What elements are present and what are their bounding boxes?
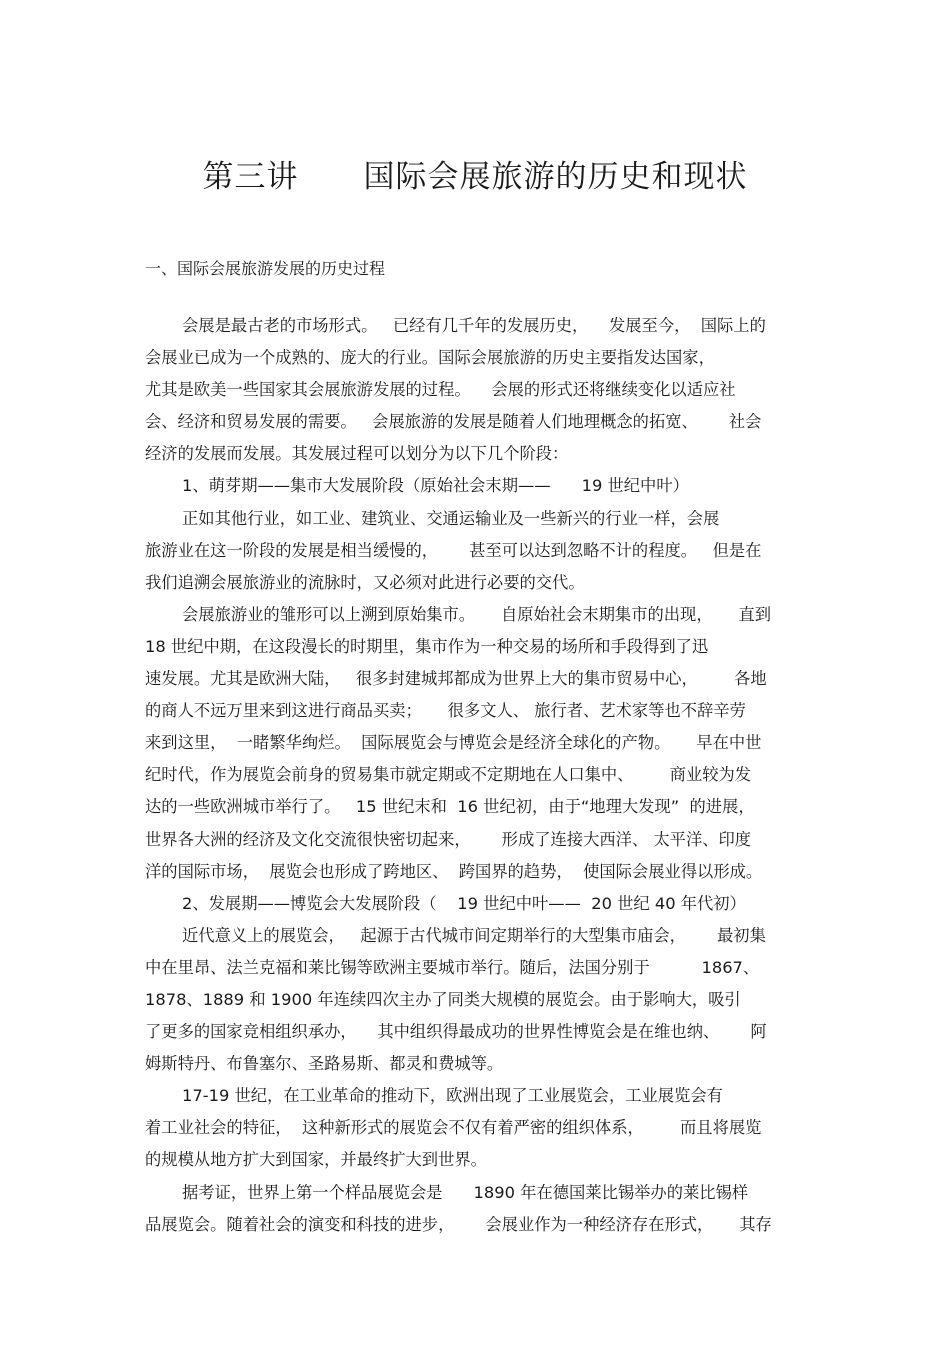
text-line: 着工业社会的特征， 这种新形式的展览会不仅有着严密的组织体系， 而且将展览 xyxy=(145,1118,762,1138)
text-line: 18 世纪中期，在这段漫长的时期里，集市作为一种交易的场所和手段得到了迅 xyxy=(145,636,709,656)
text-line: 的商人不远万里来到这进行商品买卖； 很多文人、 旅行者、艺术家等也不辞辛劳 xyxy=(145,701,746,721)
text-line: 达的一些欧洲城市举行了。 15 世纪末和 16 世纪初，由于“地理大发现” 的进展， xyxy=(145,797,755,817)
text-line: 洋的国际市场， 展览会也形成了跨地区、 跨国界的趋势， 使国际会展业得以形成。 xyxy=(145,861,763,881)
text-line: 据考证，世界上第一个样品展览会是 1890 年在德国莱比锡举办的莱比锡样 xyxy=(182,1182,749,1202)
text-line: 姆斯特丹、布鲁塞尔、圣路易斯、都灵和费城等。 xyxy=(145,1054,504,1074)
text-line: 速发展。尤其是欧洲大陆， 很多封建城邦都成为世界上大的集市贸易中心， 各地 xyxy=(145,669,767,689)
text-line: 1、萌芽期——集市大发展阶段（原始社会末期—— 19 世纪中叶） xyxy=(182,476,689,496)
text-line: 纪时代，作为展览会前身的贸易集市就定期或不定期地在人口集中、 商业较为发 xyxy=(145,765,752,785)
section-heading: 一、国际会展旅游发展的历史过程 xyxy=(145,259,386,278)
text-line: 1878、1889 和 1900 年连续四次主办了同类大规模的展览会。由于影响大，吸引 xyxy=(145,989,741,1009)
text-line: 旅游业在这一阶段的发展是相当缓慢的， 甚至可以达到忽略不计的程度。 但是在 xyxy=(145,540,762,560)
text-line: 近代意义上的展览会， 起源于古代城市间定期举行的大型集市庙会， 最初集 xyxy=(182,925,766,945)
text-line: 了更多的国家竞相组织承办， 其中组织得最成功的世界性博览会是在维也纳、 阿 xyxy=(145,1022,767,1042)
text-line: 尤其是欧美一些国家其会展旅游发展的过程。 会展的形式还将继续变化以适应社 xyxy=(145,380,736,400)
text-line: 来到这里， 一睹繁华绚烂。 国际展览会与博览会是经济全球化的产物。 早在中世 xyxy=(145,733,762,753)
text-line: 世界各大洲的经济及文化交流很快密切起来， 形成了连接大西洋、 太平洋、印度 xyxy=(145,829,752,849)
page-title: 第三讲 国际会展旅游的历史和现状 xyxy=(202,159,748,195)
text-line: 17-19 世纪，在工业革命的推动下，欧洲出现了工业展览会，工业展览会有 xyxy=(182,1086,723,1106)
text-line: 品展览会。随着社会的演变和科技的进步， 会展业作为一种经济存在形式， 其存 xyxy=(145,1214,772,1234)
text-line: 的规模从地方扩大到国家，并最终扩大到世界。 xyxy=(145,1150,487,1170)
text-line: 正如其他行业，如工业、建筑业、交通运输业及一些新兴的行业一样，会展 xyxy=(182,508,720,528)
text-line: 会展是最古老的市场形式。 已经有几千年的发展历史， 发展至今， 国际上的 xyxy=(182,316,766,335)
text-line: 经济的发展而发展。其发展过程可以划分为以下几个阶段： xyxy=(145,444,569,464)
text-line: 会、经济和贸易发展的需要。 会展旅游的发展是随着人们地理概念的拓宽、 社会 xyxy=(145,412,762,432)
text-line: 会展业已成为一个成熟的、庞大的行业。国际会展旅游的历史主要指发达国家， xyxy=(145,348,715,368)
text-line: 2、发展期——博览会大发展阶段（ 19 世纪中叶—— 20 世纪 40 年代初） xyxy=(182,893,746,913)
text-line: 中在里昂、法兰克福和莱比锡等欧洲主要城市举行。随后，法国分别于 1867、 xyxy=(145,957,760,977)
text-line: 会展旅游业的雏形可以上溯到原始集市。 自原始社会末期集市的出现， 直到 xyxy=(182,604,772,624)
body-text xyxy=(145,311,815,1242)
text-line: 我们追溯会展旅游业的流脉时，又必须对此进行必要的交代。 xyxy=(145,572,585,592)
